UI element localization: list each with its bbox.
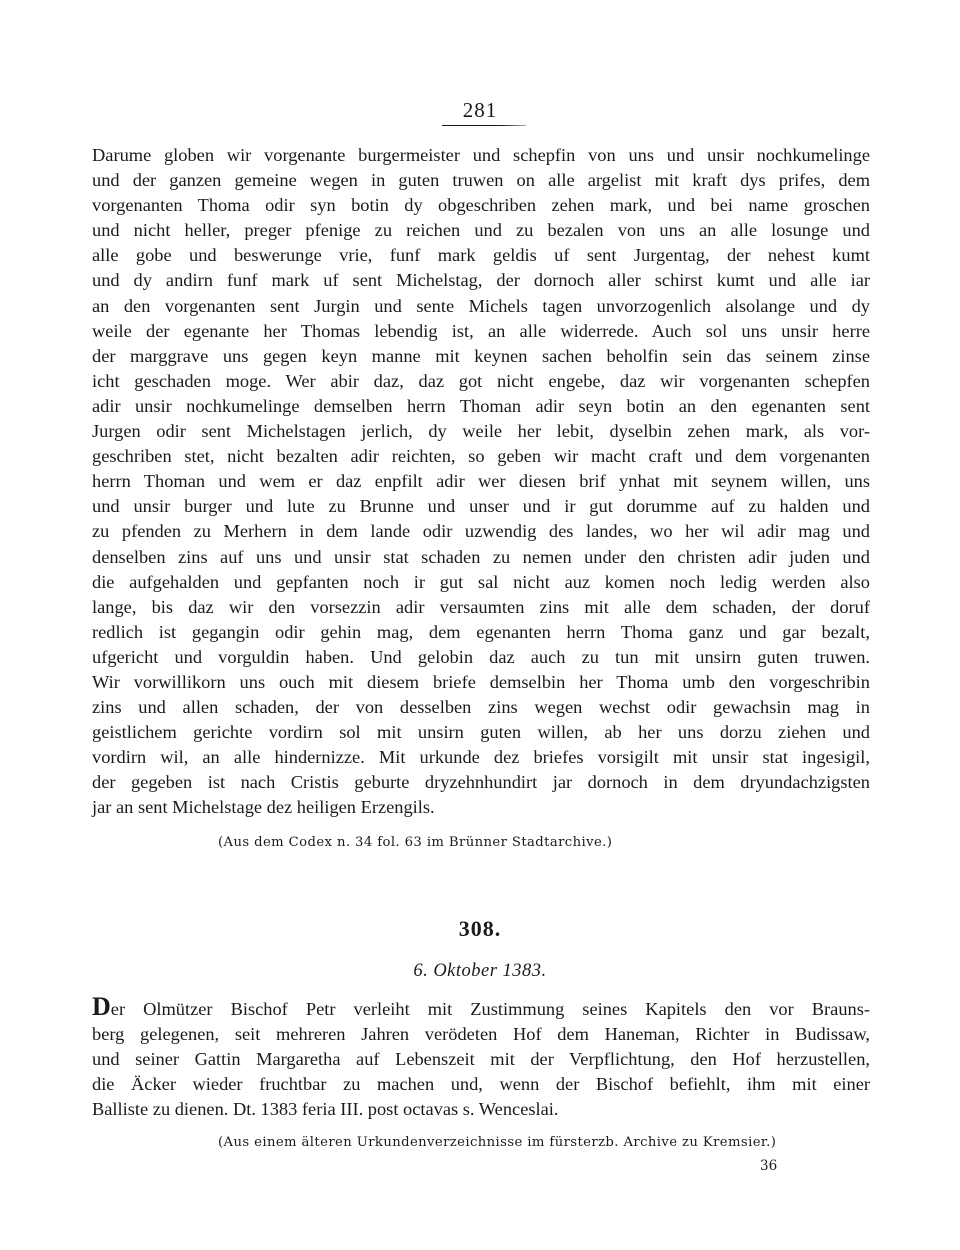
text-line: herrn Thoman und wem er daz enpfilt adir wer diesen brif ynhat mit seynem willen, uns [92, 471, 870, 492]
text-line: denselben zins auf uns und unsir stat schaden zu nemen under den christen adir juden und [92, 546, 870, 567]
text-line: Jurgen odir sent Michelstagen jerlich, dy weile her lebit, dyselbin zehen mark, als vor- [92, 421, 870, 442]
source-note: (Aus einem älteren Urkundenverzeichnisse im fürsterzb. Archive zu Kremsier.) [218, 1135, 777, 1150]
summary-line: Balliste zu dienen. Dt. 1383 feria III. post octavas s. Wenceslai. [92, 1099, 559, 1120]
text-line: die aufgehalden und gepfanten noch ir gut sal nicht auz komen noch ledig werden also [92, 571, 870, 592]
text-line: ufgericht und vorguldin haben. Und gelobin daz auch zu tun mit unsirn guten truwen. [92, 646, 870, 667]
text-line: der gegeben ist nach Cristis geburte dryzehnhundirt jar dornoch in dem dryundachzigsten [92, 772, 870, 793]
text-line: an den vorgenanten sent Jurgin und sente Michels tagen unvorzogenlich alsolange und dy [92, 295, 870, 316]
page-number-rule [442, 125, 526, 126]
text-line: adir unsir nochkumelinge demselben herrn Thoman adir seyn botin an den egenanten sent [92, 395, 870, 416]
sheet-number: 36 [760, 1158, 778, 1174]
text-line: und unsir burger und lute zu Brunne und unser und ir gut dorumme auf zu halden und [92, 496, 870, 517]
text-line: icht geschaden moge. Wer abir daz, daz got nicht engebe, daz wir vorgenanten schepfen [92, 370, 870, 391]
summary-line: berg gelegenen, seit mehreren Jahren verödeten Hof dem Haneman, Richter in Budissaw, [92, 1024, 870, 1045]
text-line: weile der egenante her Thomas lebendig ist, an alle widerrede. Auch sol uns unsir herre [92, 320, 870, 341]
document-date: 6. Oktober 1383. [413, 961, 547, 981]
drop-cap: D [92, 992, 111, 1021]
text-line: und der ganzen gemeine wegen in guten truwen on alle argelist mit kraft dys prifes, dem [92, 170, 870, 191]
text-line: und dy andirn funf mark uf sent Michelstag, der dornoch aller schirst kumt und alle iar [92, 270, 870, 291]
page-number: 281 [462, 98, 498, 122]
text-line: lange, bis daz wir den vorsezzin adir versaumten zins mit alle dem schaden, der doruf [92, 596, 870, 617]
summary-first-line: er Olmützer Bischof Petr verleiht mit Zustimmung seines Kapitels den vor Brauns- [110, 999, 870, 1019]
document-number: 308. [458, 916, 502, 941]
text-line: zins und allen schaden, der von desselben zins wegen wechst odir gewachsin mag in [92, 697, 870, 718]
summary-line: die Äcker wieder fruchtbar zu machen und, wenn der Bischof befiehlt, ihm mit einer [92, 1074, 870, 1095]
text-line: Wir vorwillikorn uns ouch mit diesem briefe demselbin her Thoma umb den vorgeschribin [92, 671, 870, 692]
document-summary [92, 992, 870, 1122]
text-line: redlich ist gegangin odir gehin mag, dem egenanten herrn Thoma ganz und gar bezalt, [92, 621, 870, 642]
text-line: alle gobe und beswerunge vrie, funf mark geldis uf sent Jurgentag, der nehest kumt [92, 245, 870, 266]
text-line: und nicht heller, preger pfenige zu reichen und zu bezalen von uns an alle losunge und [92, 220, 870, 241]
summary-line [92, 992, 870, 1022]
main-text [92, 143, 870, 821]
text-line: jar an sent Michelstage dez heiligen Erzengils. [92, 797, 435, 818]
text-line: der marggrave uns gegen keyn manne mit keynen sachen beholfin sein das seinem zinse [92, 345, 870, 366]
text-line: vordirn wil, an alle hindernizze. Mit urkunde dez briefes vorsigilt mit unsir stat ingesigil, [92, 747, 870, 768]
text-line: Darume globen wir vorgenante burgermeister und schepfin von uns und unsir nochkumelinge [92, 145, 870, 165]
source-note: (Aus dem Codex n. 34 fol. 63 im Brünner Stadtarchive.) [218, 835, 613, 850]
text-line: geschriben stet, nicht bezalten adir reichten, so geben wir macht craft und dem vorgenanten [92, 446, 870, 467]
summary-line: und seiner Gattin Margaretha auf Lebenszeit mit der Verpflichtung, den Hof herzustellen, [92, 1049, 870, 1070]
text-line: vorgenanten Thoma odir syn botin dy obgeschriben zehen mark, und bei name groschen [92, 195, 870, 216]
text-line: geistlichem gerichte vordirn sol mit unsirn guten willen, ab her uns dorzu ziehen und [92, 722, 870, 743]
text-line: zu pfenden zu Merhern in dem lande odir uzwendig des landes, wo her wil adir mag und [92, 521, 870, 542]
